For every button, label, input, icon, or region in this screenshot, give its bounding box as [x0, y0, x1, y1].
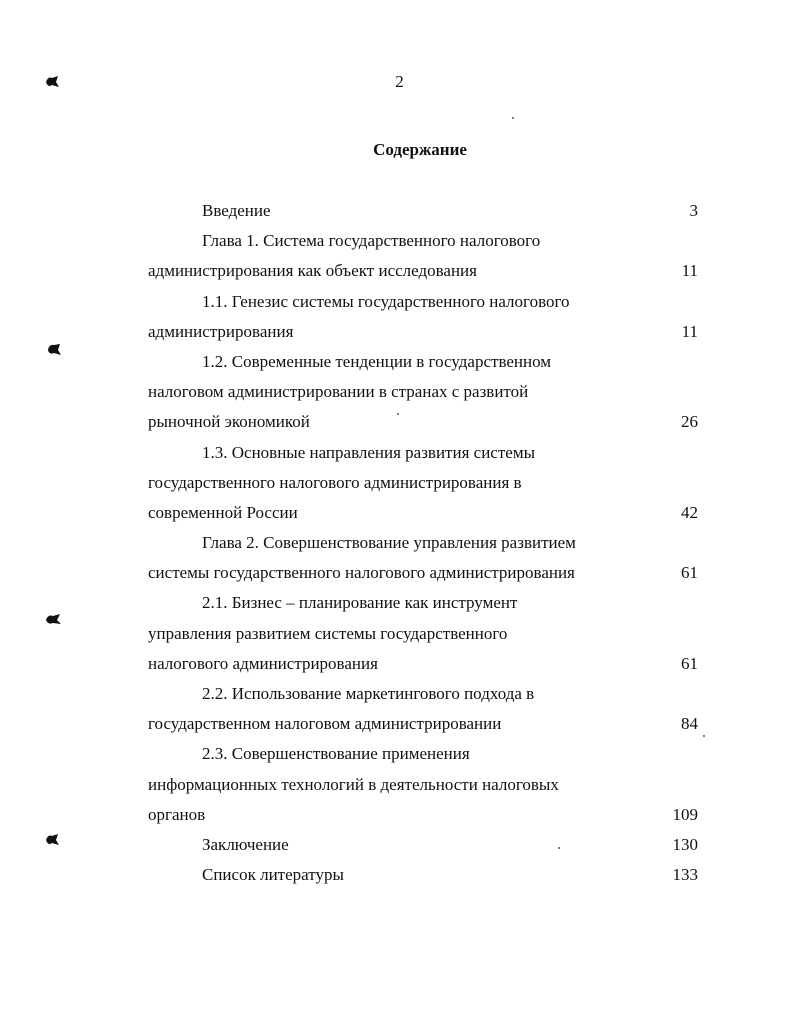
toc-page-number: 11: [681, 261, 698, 281]
toc-entry-chapter-1: [148, 226, 698, 286]
toc-entry-line: Заключение: [202, 834, 289, 854]
toc-page-number: 61: [681, 653, 698, 673]
toc-entry-line: управления развитием системы государственного: [148, 623, 508, 643]
toc-entry-line: налоговом администрировании в странах с развитой: [148, 382, 529, 402]
toc-page-number: 130: [672, 834, 698, 854]
toc-entry-introduction: [148, 196, 698, 226]
toc-entry-line: Глава 2. Совершенствование управления развитием: [202, 533, 576, 553]
toc-entry-section-2-2: [148, 679, 698, 739]
toc-page-number: 84: [681, 714, 698, 734]
toc-entry-section-1-3: [148, 438, 698, 529]
toc-entry-line: системы государственного налогового администрирования: [148, 563, 575, 583]
toc-page-number: 109: [672, 804, 698, 824]
toc-entry-bibliography: [148, 860, 698, 890]
toc-entry-line: государственном налоговом администрировании: [148, 714, 502, 734]
scan-speck: [558, 847, 560, 849]
binder-mark-icon: [44, 74, 62, 90]
toc-entry-line: 1.2. Современные тенденции в государственном: [202, 351, 552, 371]
toc-page-number: 3: [689, 201, 698, 220]
scan-speck: [397, 413, 399, 415]
toc-entry-section-2-1: [148, 588, 698, 679]
toc-entry-line: 1.1. Генезис системы государственного налогового: [202, 291, 570, 311]
toc-entry-chapter-2: [148, 528, 698, 588]
toc-entry-line: Введение: [202, 201, 271, 220]
toc-entry-line: 2.1. Бизнес – планирование как инструмент: [202, 593, 518, 613]
toc-page-number: 11: [681, 321, 698, 341]
toc-entry-line: информационных технологий в деятельности налоговых: [148, 774, 559, 794]
binder-mark-icon: [44, 832, 62, 848]
toc-page-number: 42: [681, 502, 698, 522]
toc-page-number: 133: [672, 865, 698, 885]
toc-entry-line: 2.3. Совершенствование применения: [202, 744, 470, 764]
toc-entry-section-1-1: [148, 287, 698, 347]
toc-page-number: 61: [681, 563, 698, 583]
page-number: 2: [395, 72, 404, 91]
toc-entry-line: 1.3. Основные направления развития системы: [202, 442, 535, 462]
toc-entry-line: налогового администрирования: [148, 653, 378, 673]
toc-entry-line: администрирования: [148, 321, 294, 341]
toc-entry-line: администрирования как объект исследования: [148, 261, 477, 281]
toc-entry-line: современной России: [148, 502, 298, 522]
page-title: Содержание: [373, 140, 467, 159]
toc-entry-section-1-2: [148, 347, 698, 438]
table-of-contents: [148, 196, 698, 890]
toc-page-number: 26: [681, 412, 698, 432]
toc-entry-conclusion: [148, 830, 698, 860]
toc-entry-line: Список литературы: [202, 865, 344, 885]
scan-speck: [512, 117, 514, 119]
scan-speck: [703, 735, 705, 737]
binder-mark-icon: [44, 611, 64, 627]
toc-entry-line: рыночной экономикой: [148, 412, 310, 432]
toc-entry-line: государственного налогового администрирования в: [148, 472, 522, 492]
binder-mark-icon: [46, 341, 64, 357]
toc-entry-section-2-3: [148, 739, 698, 830]
toc-entry-line: органов: [148, 804, 206, 824]
toc-entry-line: Глава 1. Система государственного налогового: [202, 231, 541, 251]
toc-entry-line: 2.2. Использование маркетингового подхода в: [202, 684, 535, 703]
